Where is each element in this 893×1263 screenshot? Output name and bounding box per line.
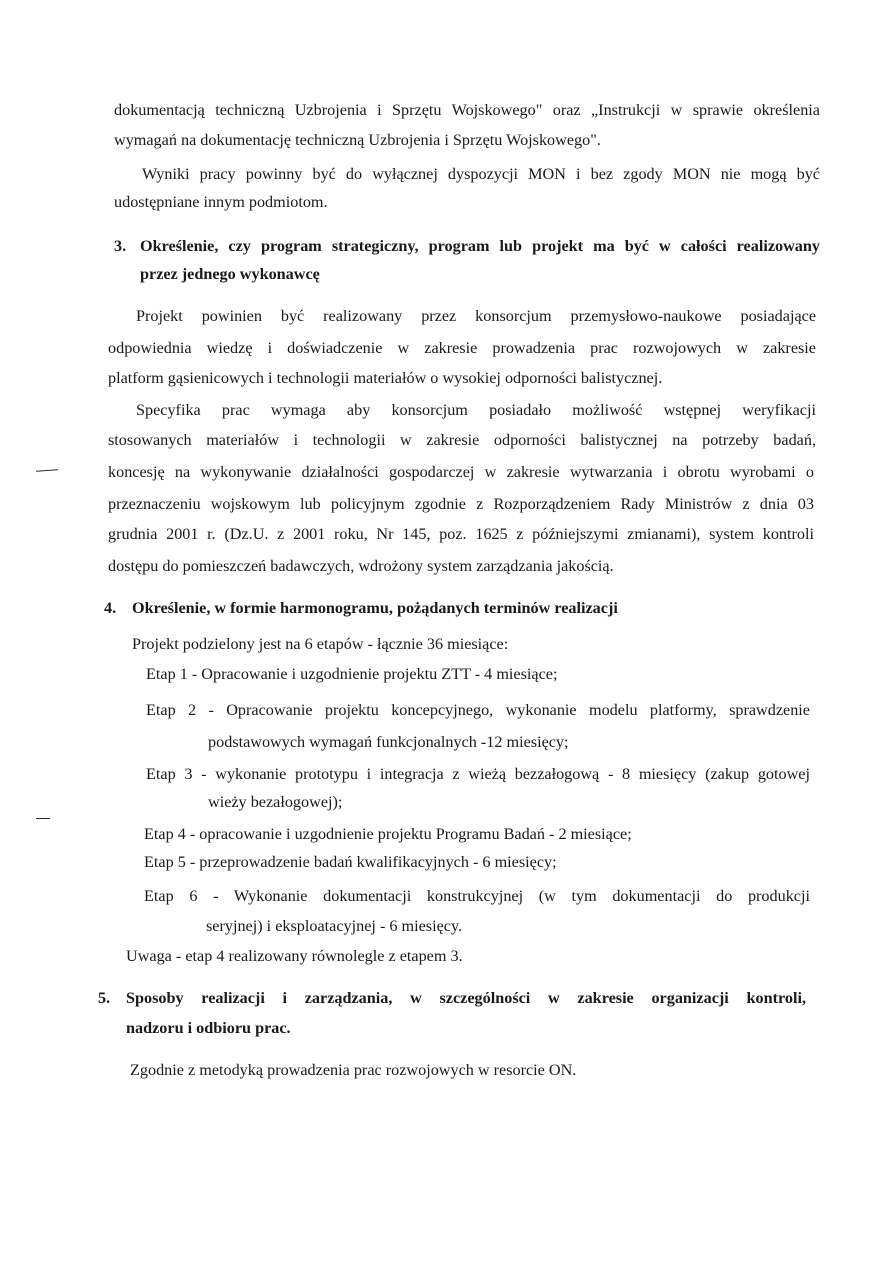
intro-line-2: wymagań na dokumentację techniczną Uzbrojenia i Sprzętu Wojskowego". <box>114 131 601 149</box>
section-3-paragraph-2-line-1: Specyfika prac wymaga aby konsorcjum posiadało możliwość wstępnej weryfikacji <box>136 401 816 419</box>
section-5-heading-line-2: nadzoru i odbioru prac. <box>126 1019 291 1037</box>
schedule-etap-6-line-1: Etap 6 - Wykonanie dokumentacji konstrukcyjnej (w tym dokumentacji do produkcji <box>144 887 810 905</box>
scan-margin-mark-top <box>36 469 58 472</box>
schedule-etap-3-line-1: Etap 3 - wykonanie prototypu i integracja z wieżą bezzałogową - 8 miesięcy (zakup gotowej <box>146 765 810 783</box>
intro-line-1: dokumentacją techniczną Uzbrojenia i Sprzętu Wojskowego" oraz „Instrukcji w sprawie określenia <box>114 101 820 119</box>
section-3-paragraph-2-line-4: przeznaczeniu wojskowym lub policyjnym zgodnie z Rozporządzeniem Rady Ministrów z dnia 03 <box>108 495 814 513</box>
schedule-etap-2-line-2: podstawowych wymagań funkcjonalnych -12 miesięcy; <box>208 733 569 751</box>
schedule-etap-1: Etap 1 - Opracowanie i uzgodnienie projektu ZTT - 4 miesiące; <box>146 665 558 683</box>
schedule-etap-3-line-2: wieży bezałogowej); <box>208 793 343 811</box>
section-3-paragraph-2-line-2: stosowanych materiałów i technologii w zakresie odporności balistycznej na potrzeby badań, <box>108 431 816 449</box>
section-5-number: 5. <box>98 989 111 1007</box>
intro-paragraph-2-line-1: Wyniki pracy powinny być do wyłącznej dyspozycji MON i bez zgody MON nie mogą być <box>142 165 820 183</box>
schedule-etap-4: Etap 4 - opracowanie i uzgodnienie projektu Programu Badań - 2 miesiące; <box>144 825 632 843</box>
schedule-note: Uwaga - etap 4 realizowany równolegle z etapem 3. <box>126 947 463 965</box>
section-3-paragraph-2-line-5: grudnia 2001 r. (Dz.U. z 2001 roku, Nr 145, poz. 1625 z późniejszymi zmianami), system kontroli <box>108 525 814 543</box>
section-3-heading-line-1: Określenie, czy program strategiczny, program lub projekt ma być w całości realizowany <box>140 237 820 255</box>
section-5-heading-line-1: Sposoby realizacji i zarządzania, w szczególności w zakresie organizacji kontroli, <box>126 989 806 1007</box>
schedule-intro: Projekt podzielony jest na 6 etapów - łącznie 36 miesiące: <box>132 635 509 653</box>
section-3-heading-line-2: przez jednego wykonawcę <box>140 265 320 283</box>
intro-paragraph-2-line-2: udostępniane innym podmiotom. <box>114 193 328 211</box>
schedule-etap-6-line-2: seryjnej) i eksploatacyjnej - 6 miesięcy. <box>206 917 463 935</box>
section-3-paragraph-2-line-3: koncesję na wykonywanie działalności gospodarczej w zakresie wytwarzania i obrotu wyrobami o <box>108 463 814 481</box>
section-3-paragraph-1-line-3: platform gąsienicowych i technologii materiałów o wysokiej odporności balistycznej. <box>108 369 663 387</box>
section-3-paragraph-1-line-1: Projekt powinien być realizowany przez konsorcjum przemysłowo-naukowe posiadające <box>136 307 816 325</box>
schedule-etap-2-line-1: Etap 2 - Opracowanie projektu koncepcyjnego, wykonanie modelu platformy, sprawdzenie <box>146 701 810 719</box>
section-3-paragraph-1-line-2: odpowiednia wiedzę i doświadczenie w zakresie prowadzenia prac rozwojowych w zakresie <box>108 339 816 357</box>
schedule-etap-5: Etap 5 - przeprowadzenie badań kwalifikacyjnych - 6 miesięcy; <box>144 853 557 871</box>
scan-margin-mark-bottom <box>36 818 50 819</box>
section-5-body: Zgodnie z metodyką prowadzenia prac rozwojowych w resorcie ON. <box>130 1061 577 1079</box>
section-3-number: 3. <box>114 237 127 255</box>
section-4-number: 4. <box>104 599 117 617</box>
section-4-heading: Określenie, w formie harmonogramu, pożądanych terminów realizacji <box>132 599 618 617</box>
section-3-paragraph-2-line-6: dostępu do pomieszczeń badawczych, wdrożony system zarządzania jakością. <box>108 557 614 575</box>
